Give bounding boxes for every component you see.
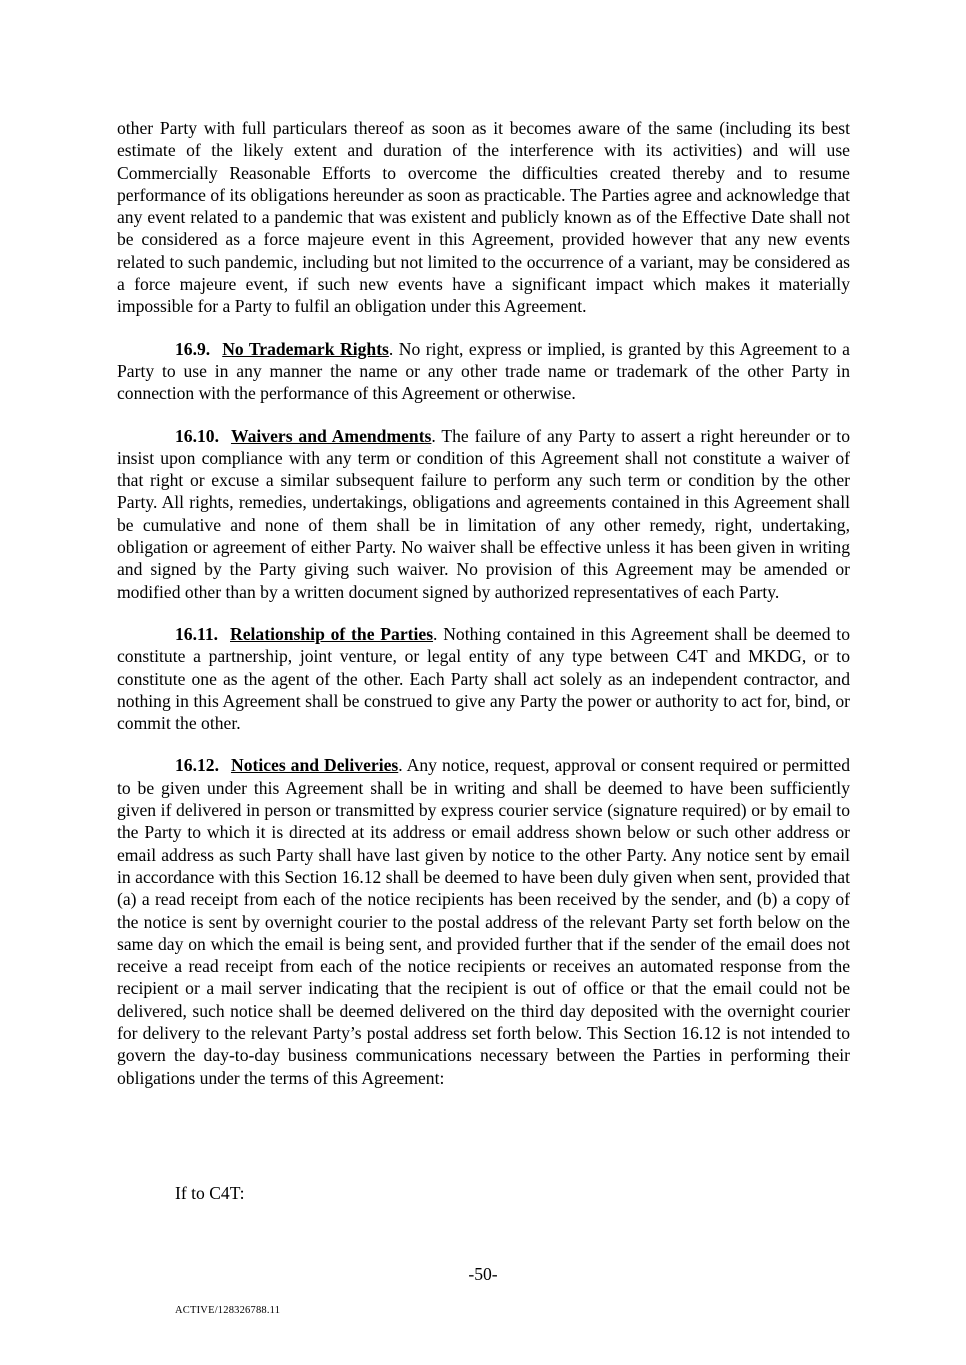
continuation-paragraph: other Party with full particulars thereof as soon as it becomes aware of the same (including its best estimate of the likely extent and duration of the interference with its activities) and will use Commercially Reasonable Efforts to overcome the difficulties created thereby and to resume performance of its obligations hereunder as soon as practicable. The Parties agree and acknowledge that any event related to a pandemic that was existent and publicly known as of the Effective Date shall not be considered as a force majeure event in this Agreement, provided however that any new events related to such pandemic, including but not limited to the occurrence of a variant, may be considered as a force majeure event, if such new events have a significant impact which makes it materially impossible for a Party to fulfil an obligation under this Agreement. [117,118,850,317]
section-body: . No right, express or implied, is granted by this Agreement to a Party to use in any manner the name or any other trade name or trademark of the other Party in connection with the performance of this Agreement or otherwise. [117,338,850,404]
section-number: 16.10. [175,425,219,446]
section-title: Relationship of the Parties [230,623,434,644]
section-16-12 [117,754,850,1088]
section-number: 16.9. [175,338,211,359]
page-number: -50- [468,1264,498,1284]
section-title: Waivers and Amendments [230,425,432,446]
section-body: . The failure of any Party to assert a right hereunder or to insist upon compliance with any term or condition of this Agreement shall not constitute a waiver of that right or excuse a similar subsequent failure to perform any such term or condition by the other Party. All rights, remedies, undertakings, obligations and agreements contained in this Agreement shall be cumulative and none of them shall be in limitation of any other remedy, right, undertaking, obligation or agreement of either Party. No waiver shall be effective unless it has been given in writing and signed by the Party giving such waiver. No provision of this Agreement may be amended or modified other than by a written document signed by authorized representatives of each Party. [117,425,850,602]
document-body [117,117,850,1089]
section-title: Notices and Deliveries [230,755,399,776]
section-title: No Trademark Rights [222,338,389,359]
section-number: 16.12. [175,755,219,776]
document-id: ACTIVE/128326788.11 [175,1305,281,1316]
section-number: 16.11. [175,623,219,644]
address-label: If to C4T: [175,1183,245,1203]
section-body: . Nothing contained in this Agreement shall be deemed to constitute a partnership, joint venture, or legal entity of any type between C4T and MKDG, or to constitute one as the agent of the other. Each Party shall act solely as an independent contractor, and nothing in this Agreement shall be construed to give any Party the power or authority to act for, bind, or commit the other. [117,623,850,734]
section-16-9 [117,338,850,405]
section-body: . Any notice, request, approval or consent required or permitted to be given under this Agreement shall be in writing and shall be deemed to have been sufficiently given if delivered in person or transmitted by express courier service (signature required) or by email to the Party to which it is directed at its address or email address shown below or such other address or email address as such Party shall have last given by notice to the other Party. Any notice sent by email in accordance with this Section 16.12 shall be deemed to have been duly given when sent, provided that (a) a read receipt from each of the notice recipients has been received by the sender, and (b) a copy of the notice is sent by overnight courier to the postal address of the relevant Party set forth below on the same day on which the email is being sent, and provided further that if the sender of the email does not receive a read receipt from each of the notice recipients or receives an automated response from the recipient or a mail server indicating that the recipient is out of office or that the email could not be delivered, such notice shall be deemed delivered on the third day deposited with the overnight courier for delivery to the relevant Party’s postal address set forth below. This Section 16.12 is not intended to govern the day-to-day business communications necessary between the Parties in performing their obligations under the terms of this Agreement: [117,755,850,1088]
section-16-11 [117,623,850,734]
section-16-10 [117,425,850,603]
